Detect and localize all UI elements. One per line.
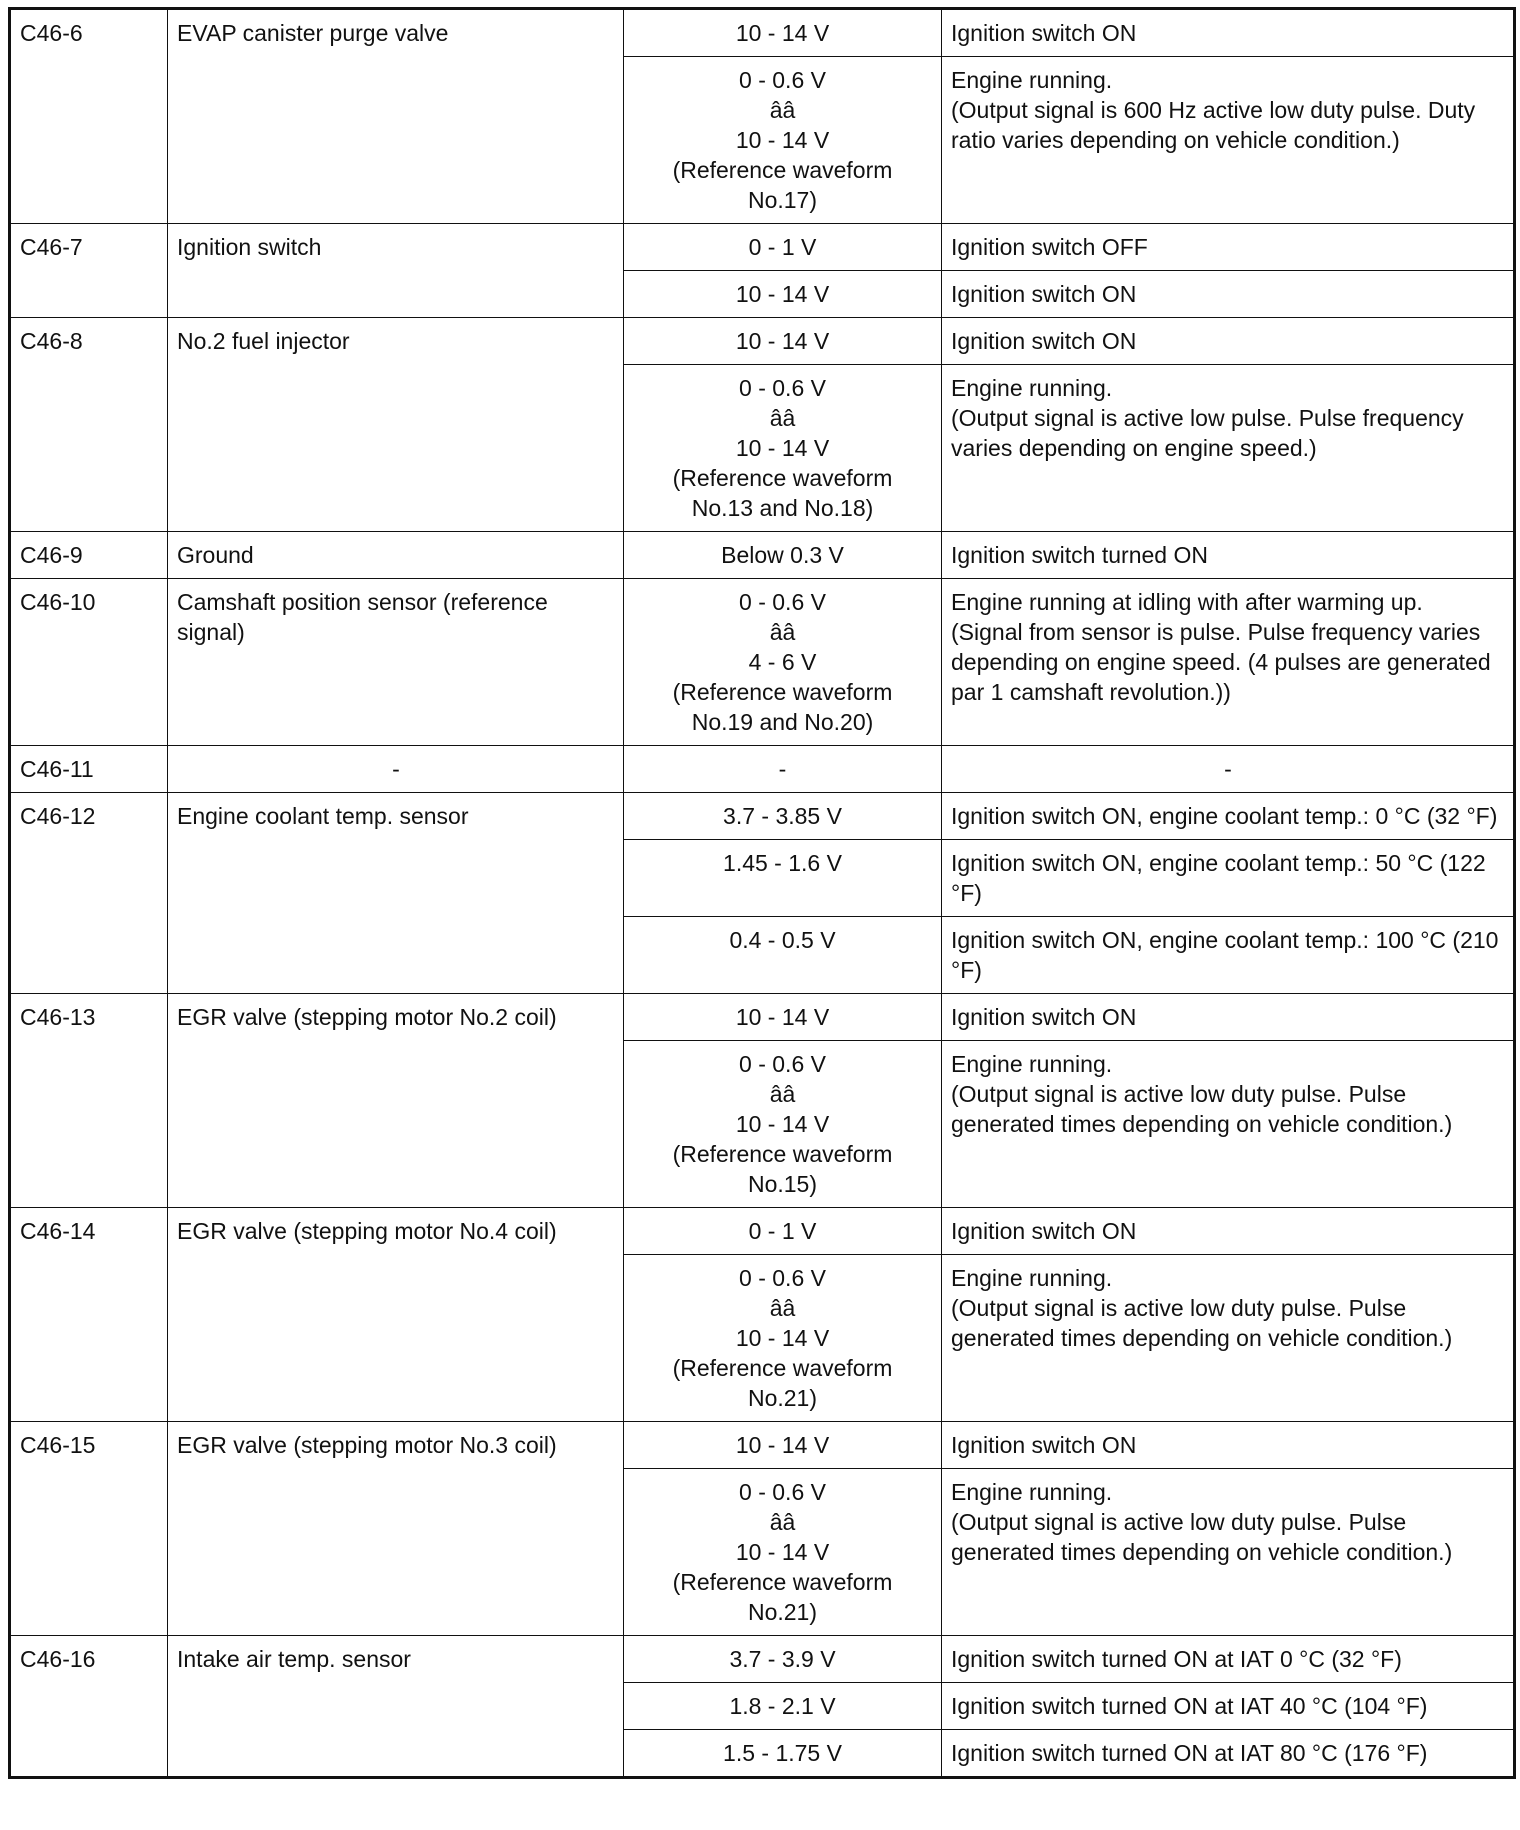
normal-voltage-cell: 0 - 0.6 V ââ 10 - 14 V (Reference waveform No.13 and No.18) bbox=[624, 365, 942, 532]
condition-cell: Ignition switch ON bbox=[942, 1208, 1515, 1255]
condition-cell: Ignition switch ON bbox=[942, 9, 1515, 57]
terminal-cell: C46-13 bbox=[10, 994, 168, 1208]
circuit-cell: - bbox=[168, 746, 624, 793]
normal-voltage-cell: 3.7 - 3.85 V bbox=[624, 793, 942, 840]
terminal-cell: C46-7 bbox=[10, 224, 168, 318]
table-row bbox=[10, 532, 1515, 579]
table-row bbox=[10, 1636, 1515, 1683]
table-row bbox=[10, 746, 1515, 793]
normal-voltage-cell: 0.4 - 0.5 V bbox=[624, 917, 942, 994]
normal-voltage-cell: 1.5 - 1.75 V bbox=[624, 1730, 942, 1778]
condition-cell: - bbox=[942, 746, 1515, 793]
normal-voltage-cell: 10 - 14 V bbox=[624, 9, 942, 57]
terminal-cell: C46-6 bbox=[10, 9, 168, 224]
condition-cell: Ignition switch turned ON bbox=[942, 532, 1515, 579]
table-row bbox=[10, 994, 1515, 1041]
terminal-cell: C46-15 bbox=[10, 1422, 168, 1636]
normal-voltage-cell: 1.45 - 1.6 V bbox=[624, 840, 942, 917]
normal-voltage-cell: 0 - 1 V bbox=[624, 224, 942, 271]
terminal-cell: C46-12 bbox=[10, 793, 168, 994]
condition-cell: Ignition switch ON bbox=[942, 1422, 1515, 1469]
normal-voltage-cell: 10 - 14 V bbox=[624, 1422, 942, 1469]
table-row bbox=[10, 224, 1515, 271]
circuit-cell: EGR valve (stepping motor No.3 coil) bbox=[168, 1422, 624, 1636]
condition-cell: Ignition switch OFF bbox=[942, 224, 1515, 271]
terminal-cell: C46-9 bbox=[10, 532, 168, 579]
normal-voltage-cell: 0 - 0.6 V ââ 10 - 14 V (Reference waveform No.15) bbox=[624, 1041, 942, 1208]
normal-voltage-cell: 3.7 - 3.9 V bbox=[624, 1636, 942, 1683]
normal-voltage-cell: 10 - 14 V bbox=[624, 994, 942, 1041]
condition-cell: Ignition switch ON, engine coolant temp.: 0 °C (32 °F) bbox=[942, 793, 1515, 840]
table-row bbox=[10, 793, 1515, 840]
circuit-cell: Intake air temp. sensor bbox=[168, 1636, 624, 1778]
table-row bbox=[10, 1422, 1515, 1469]
terminal-cell: C46-10 bbox=[10, 579, 168, 746]
normal-voltage-cell: 0 - 0.6 V ââ 10 - 14 V (Reference waveform No.17) bbox=[624, 57, 942, 224]
condition-cell: Ignition switch ON bbox=[942, 271, 1515, 318]
terminal-cell: C46-14 bbox=[10, 1208, 168, 1422]
condition-cell: Engine running at idling with after warming up. (Signal from sensor is pulse. Pulse frequency varies depending on engine speed. (4 pulses are generated par 1 camshaft revolution.)) bbox=[942, 579, 1515, 746]
ecm-terminal-voltage-table bbox=[8, 7, 1516, 1779]
circuit-cell: EVAP canister purge valve bbox=[168, 9, 624, 224]
circuit-cell: Engine coolant temp. sensor bbox=[168, 793, 624, 994]
terminal-cell: C46-16 bbox=[10, 1636, 168, 1778]
circuit-cell: Ignition switch bbox=[168, 224, 624, 318]
condition-cell: Engine running. (Output signal is active low pulse. Pulse frequency varies depending on engine speed.) bbox=[942, 365, 1515, 532]
circuit-cell: EGR valve (stepping motor No.4 coil) bbox=[168, 1208, 624, 1422]
terminal-cell: C46-8 bbox=[10, 318, 168, 532]
condition-cell: Engine running. (Output signal is active low duty pulse. Pulse generated times depending on vehicle condition.) bbox=[942, 1255, 1515, 1422]
table-row bbox=[10, 1208, 1515, 1255]
condition-cell: Ignition switch ON, engine coolant temp.: 100 °C (210 °F) bbox=[942, 917, 1515, 994]
condition-cell: Engine running. (Output signal is active low duty pulse. Pulse generated times depending on vehicle condition.) bbox=[942, 1469, 1515, 1636]
table-row bbox=[10, 9, 1515, 57]
table-row bbox=[10, 579, 1515, 746]
normal-voltage-cell: 10 - 14 V bbox=[624, 318, 942, 365]
normal-voltage-cell: - bbox=[624, 746, 942, 793]
table-body bbox=[10, 9, 1515, 1778]
condition-cell: Ignition switch ON bbox=[942, 318, 1515, 365]
normal-voltage-cell: 0 - 0.6 V ââ 10 - 14 V (Reference waveform No.21) bbox=[624, 1255, 942, 1422]
terminal-cell: C46-11 bbox=[10, 746, 168, 793]
normal-voltage-cell: 0 - 0.6 V ââ 4 - 6 V (Reference waveform No.19 and No.20) bbox=[624, 579, 942, 746]
condition-cell: Ignition switch turned ON at IAT 0 °C (32 °F) bbox=[942, 1636, 1515, 1683]
condition-cell: Ignition switch turned ON at IAT 40 °C (104 °F) bbox=[942, 1683, 1515, 1730]
circuit-cell: Ground bbox=[168, 532, 624, 579]
condition-cell: Engine running. (Output signal is active low duty pulse. Pulse generated times depending on vehicle condition.) bbox=[942, 1041, 1515, 1208]
condition-cell: Engine running. (Output signal is 600 Hz active low duty pulse. Duty ratio varies depending on vehicle condition.) bbox=[942, 57, 1515, 224]
normal-voltage-cell: 10 - 14 V bbox=[624, 271, 942, 318]
normal-voltage-cell: Below 0.3 V bbox=[624, 532, 942, 579]
condition-cell: Ignition switch turned ON at IAT 80 °C (176 °F) bbox=[942, 1730, 1515, 1778]
circuit-cell: No.2 fuel injector bbox=[168, 318, 624, 532]
normal-voltage-cell: 0 - 1 V bbox=[624, 1208, 942, 1255]
circuit-cell: Camshaft position sensor (reference signal) bbox=[168, 579, 624, 746]
normal-voltage-cell: 0 - 0.6 V ââ 10 - 14 V (Reference waveform No.21) bbox=[624, 1469, 942, 1636]
table-row bbox=[10, 318, 1515, 365]
circuit-cell: EGR valve (stepping motor No.2 coil) bbox=[168, 994, 624, 1208]
normal-voltage-cell: 1.8 - 2.1 V bbox=[624, 1683, 942, 1730]
condition-cell: Ignition switch ON, engine coolant temp.: 50 °C (122 °F) bbox=[942, 840, 1515, 917]
condition-cell: Ignition switch ON bbox=[942, 994, 1515, 1041]
